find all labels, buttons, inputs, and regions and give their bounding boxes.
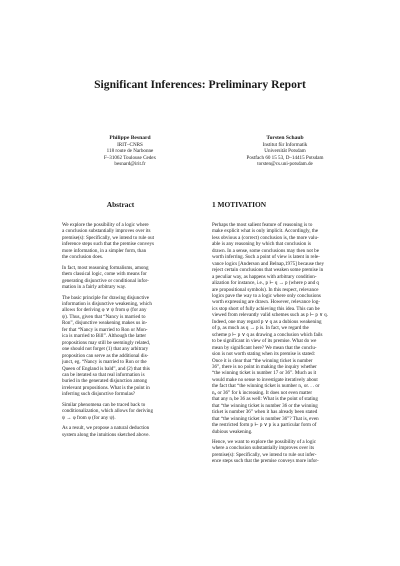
motivation-body: [212, 222, 355, 469]
text-line: n₈ or 36” for k increasing. It does not even matter: [212, 389, 313, 396]
text-line: propositions may still be seemingly related,: [62, 339, 151, 346]
text-line: ica is married to Bill”. Although the latter: [62, 333, 147, 340]
author-block-schaub: [210, 135, 360, 168]
text-line: the conclusion does.: [62, 254, 104, 261]
text-line: more information, in a simpler form, than: [62, 247, 147, 254]
text-line: drawn. In a sense, some conclusions may then not be: [212, 247, 319, 254]
text-line: scheme p ⊢ p ∨ q as drawing a conclusion which fails: [212, 331, 323, 338]
abstract-heading: Abstract: [106, 200, 135, 209]
text-line: generating disjunctive or conditional infor-: [62, 277, 149, 284]
text-line: ics stop short of fully achieving this idea. This can be: [212, 305, 320, 312]
text-line: sion is not worth stating when its premise is stated:: [212, 351, 316, 358]
abstract-paragraph: [62, 265, 179, 291]
text-line: can be iterated so that real information is: [62, 371, 145, 378]
text-line: Once it is clear that “the winning ticket is number: [212, 357, 313, 364]
abstract-paragraph: [62, 222, 179, 261]
abstract-paragraph: [62, 295, 179, 398]
text-line: that any nᵢ be 36 as well: What is the point of stating: [212, 396, 318, 403]
paper-title: Significant Inferences: Preliminary Report: [94, 78, 306, 91]
text-line: viewed from relevantly valid schemes such as p ⊢ p ∨ q.: [212, 312, 328, 319]
motivation-paragraph: [212, 222, 355, 435]
abstract-paragraph: [62, 402, 179, 421]
text-line: are propositional symbols). In this respect, relevance: [212, 286, 319, 293]
text-line: Queen of England is bald”, and (2) that this: [62, 365, 150, 372]
text-line: worth inferring. Such a point of view is latent in rele-: [212, 254, 320, 261]
author-name: Torsten Schaub: [266, 135, 304, 141]
text-line: them classical logic, come with means for: [62, 271, 147, 278]
text-line: system along the intuitions sketched above.: [62, 431, 150, 438]
author-affiliation: IRIT–CNRS: [117, 141, 143, 148]
author-university: Universität Potsdam: [264, 148, 306, 155]
text-line: The basic principle for drawing disjunctive: [62, 294, 150, 301]
text-line: 36”, there is no point in making the inquiry whether: [212, 363, 317, 370]
author-block-besnard: [55, 135, 205, 168]
text-line: one should not forget (1) that any arbitrary: [62, 346, 149, 353]
text-line: mean by significant here? We mean that the conclu-: [212, 344, 317, 351]
text-line: a conclusion substantially improves over its: [62, 228, 151, 235]
text-line: allows for deriving φ ∨ ψ from φ (for any: [62, 307, 147, 314]
author-name: Philippe Besnard: [109, 135, 151, 141]
text-line: Indeed, one may regard p ∨ q as a dubious weakening: [212, 318, 322, 325]
author-address: 118 route de Narbonne: [106, 148, 154, 155]
text-line: the fact that “the winning ticket is number n₁ or. . . or: [212, 383, 320, 390]
author-email: torsten@cs.uni-potsdam.de: [257, 161, 313, 168]
abstract-paragraph: [62, 425, 179, 438]
author-address: Postfach 60 15 53, D–14415 Potsdam: [246, 154, 324, 161]
text-line: Perhaps the most salient feature of reasoning is to: [212, 222, 313, 228]
text-line: Hence, we want to explore the possibility of a logic: [212, 438, 316, 445]
author-city: F–31062 Toulouse Cedex: [103, 154, 157, 161]
text-line: conditionalization, which allows for deriving: [62, 408, 153, 415]
text-line: junct, eg. “Nancy is married to Ron or the: [62, 359, 147, 366]
text-line: vance logics [Anderson and Belnap,1975] because they: [212, 260, 324, 267]
text-line: mation in a fairly arbitrary way.: [62, 284, 127, 291]
text-line: of p, as much as q → p is. In fact, we regard the: [212, 325, 309, 332]
text-line: irrelevant propositions. What is the point in: [62, 384, 150, 391]
author-affiliation: Institut für Informatik: [262, 141, 308, 148]
text-line: information is disjunctive weakening, which: [62, 300, 152, 307]
abstract-body: [62, 222, 179, 442]
text-line: premise(s): Specifically, we intend to rule out infer-: [212, 451, 317, 458]
text-line: able is any reasoning by which that conclusion is: [212, 241, 311, 248]
text-line: less obvious a (correct) conclusion is, the more valu-: [212, 234, 319, 241]
author-email: besnard@irit.fr: [114, 161, 146, 168]
text-line: fer that “Nancy is married to Ron or Mon-: [62, 326, 148, 333]
text-line: that “the winning ticket is number 36 or the winning: [212, 402, 318, 409]
text-line: alization for instance, i.e., p ⊢ q → p (where p and q: [212, 280, 319, 287]
text-line: ψ). Thus, given that “Nancy is married to: [62, 313, 146, 320]
text-line: ψ → φ from φ (for any ψ).: [62, 414, 116, 421]
text-line: In fact, most reasoning formalisms, among: [62, 264, 149, 271]
text-line: We explore the possibility of a logic where: [62, 222, 149, 228]
text-line: As a result, we propose a natural deduction: [62, 425, 150, 432]
text-line: proposition can serve as the additional dis-: [62, 352, 149, 359]
text-line: would make no sense to investigate iteratively about: [212, 376, 318, 383]
text-line: logics pave the way to a logic where only conclusions: [212, 292, 321, 299]
text-line: a peculiar way, as happens with arbitrary condition-: [212, 273, 317, 280]
text-line: dubious weakening.: [212, 428, 253, 435]
text-line: “the winning ticket is number 17 or 36”. Much as it: [212, 370, 317, 377]
text-line: to be significant in view of its premise. What do we: [212, 338, 317, 345]
text-line: ence steps such that the premise conveys more infor-: [212, 458, 319, 465]
text-line: ticket is number 36” when it has already been stated: [212, 409, 318, 416]
text-line: buried in the generated disjunction among: [62, 378, 148, 385]
text-line: where a conclusion substantially improves over its: [212, 445, 315, 452]
text-line: the restricted form p ⊢ p ∨ p is a particular form of: [212, 422, 317, 429]
motivation-paragraph: [212, 439, 355, 465]
text-line: inferring such disjunctive formulas?: [62, 391, 136, 398]
section-heading-motivation: 1 MOTIVATION: [212, 200, 267, 209]
text-line: Similar phenomena can be traced back to: [62, 401, 146, 408]
text-line: premise(s): Specifically, we intend to rule out: [62, 234, 155, 241]
text-line: make explicit what is only implicit. Accordingly, the: [212, 228, 319, 235]
text-line: that “the winning ticket is number 36”? That is, even: [212, 415, 319, 422]
text-line: inference steps such that the premise conveys: [62, 241, 154, 248]
text-line: worth expressing are drawn. However, relevance log-: [212, 299, 320, 306]
text-line: Ron”, disjunctive weakening makes us in-: [62, 320, 148, 327]
text-line: reject certain conclusions that weaken some premise in: [212, 267, 324, 274]
